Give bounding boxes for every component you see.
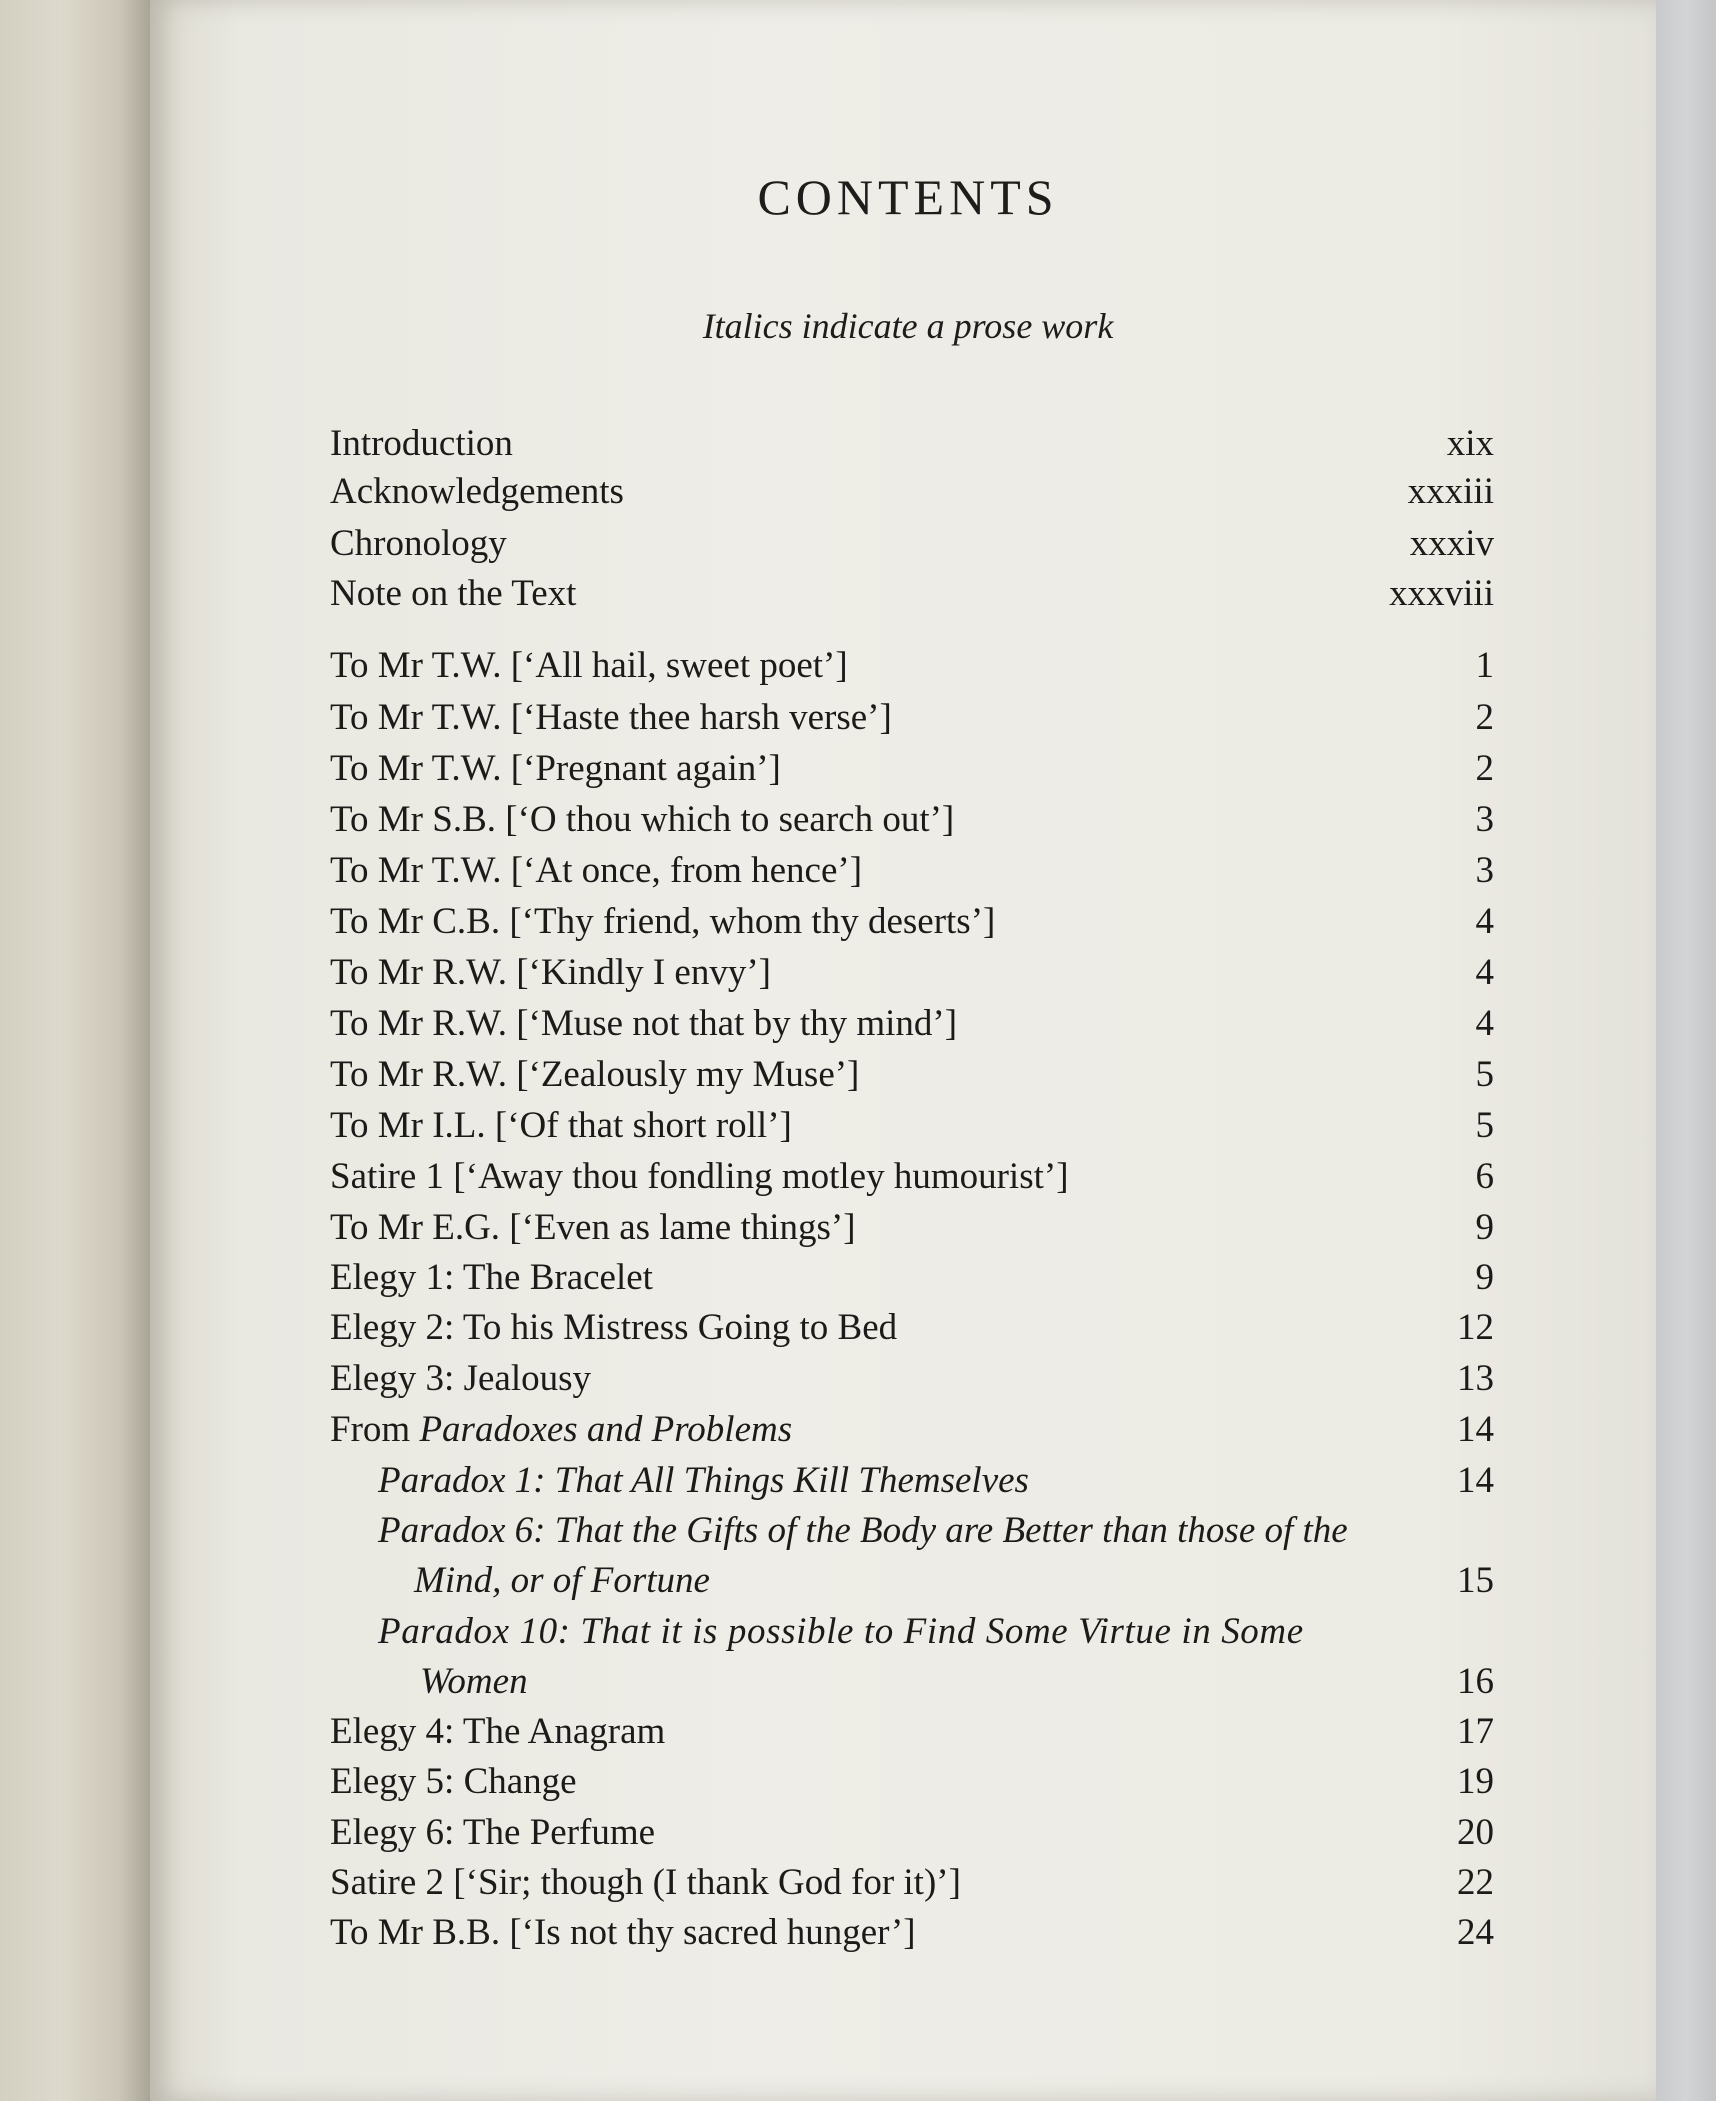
toc-entry-page: xxxiii: [1407, 471, 1494, 512]
toc-entry-title: Paradox 10: That it is possible to Find Some Virtue in Some: [378, 1611, 1304, 1652]
toc-entry-page: 17: [1457, 1711, 1494, 1752]
toc-entry-title: Chronology: [330, 523, 507, 564]
toc-entry-title: To Mr B.B. [‘Is not thy sacred hunger’]: [330, 1912, 916, 1953]
toc-entry-page: 15: [1457, 1560, 1494, 1601]
toc-entry-page: xix: [1446, 423, 1494, 464]
toc-entry-page: 14: [1457, 1409, 1494, 1450]
toc-entry-page: 14: [1457, 1460, 1494, 1501]
toc-entry-title: Elegy 2: To his Mistress Going to Bed: [330, 1307, 898, 1348]
toc-entry-title: Elegy 3: Jealousy: [330, 1358, 592, 1399]
toc-entry-page: xxxviii: [1389, 573, 1494, 614]
toc-entry-title: Elegy 1: The Bracelet: [330, 1257, 653, 1298]
toc-entry-title: To Mr S.B. [‘O thou which to search out’]: [330, 799, 955, 840]
toc-entry-page: xxxiv: [1409, 523, 1494, 564]
toc-entry-page: 6: [1475, 1156, 1494, 1197]
toc-entry-page: 2: [1475, 697, 1494, 738]
toc-entry-title: Introduction: [330, 423, 513, 464]
toc-entry-title: To Mr R.W. [‘Muse not that by thy mind’]: [330, 1003, 958, 1044]
toc-entry-title: Acknowledgements: [330, 471, 624, 512]
toc-entry-title: Satire 1 [‘Away thou fondling motley humourist’]: [330, 1156, 1069, 1197]
toc-entry-page: 5: [1475, 1054, 1494, 1095]
toc-entry-page: 5: [1475, 1105, 1494, 1146]
table-of-contents: [330, 0, 1494, 2101]
toc-entry-title: To Mr I.L. [‘Of that short roll’]: [330, 1105, 792, 1146]
toc-entry-page: 2: [1475, 748, 1494, 789]
toc-entry-page: 13: [1457, 1358, 1494, 1399]
toc-entry-title: Paradox 6: That the Gifts of the Body are Better than those of the: [378, 1510, 1348, 1551]
toc-entry-page: 24: [1457, 1912, 1494, 1953]
toc-entry-work-title: Paradoxes and Problems: [419, 1409, 793, 1450]
toc-entry-title: To Mr R.W. [‘Kindly I envy’]: [330, 952, 772, 993]
toc-entry-title-continued: Mind, or of Fortune: [414, 1560, 710, 1601]
italics-note: Italics indicate a prose work: [702, 306, 1114, 346]
toc-entry-page: 4: [1475, 1003, 1494, 1044]
toc-entry-page: 19: [1457, 1761, 1494, 1802]
toc-entry-page: 3: [1475, 799, 1494, 840]
toc-entry-title: Satire 2 [‘Sir; though (I thank God for it)’]: [330, 1862, 961, 1903]
toc-entry-title: [330, 1408, 792, 1452]
toc-entry-title: Elegy 6: The Perfume: [330, 1812, 656, 1853]
toc-entry-page: 20: [1457, 1812, 1494, 1853]
toc-entry-title: To Mr T.W. [‘Pregnant again’]: [330, 748, 781, 789]
toc-entry-page: 9: [1475, 1207, 1494, 1248]
toc-entry-title: Paradox 1: That All Things Kill Themselves: [378, 1460, 1029, 1501]
toc-entry-title: To Mr E.G. [‘Even as lame things’]: [330, 1207, 856, 1248]
toc-entry-page: 22: [1457, 1862, 1494, 1903]
page-title: CONTENTS: [757, 169, 1059, 225]
toc-entry-page: 9: [1475, 1257, 1494, 1298]
toc-entry-page: 1: [1475, 645, 1494, 686]
toc-entry-title: To Mr T.W. [‘Haste thee harsh verse’]: [330, 697, 892, 738]
toc-entry-prefix: From: [330, 1409, 420, 1450]
toc-entry-page: 16: [1457, 1661, 1494, 1702]
toc-entry-title-continued: Women: [420, 1661, 528, 1702]
toc-entry-page: 3: [1475, 850, 1494, 891]
toc-entry-title: Elegy 5: Change: [330, 1761, 577, 1802]
toc-entry-title: Note on the Text: [330, 573, 577, 614]
toc-entry-title: To Mr T.W. [‘At once, from hence’]: [330, 850, 863, 891]
toc-entry-page: 4: [1475, 901, 1494, 942]
toc-entry-title: To Mr C.B. [‘Thy friend, whom thy deserts’]: [330, 901, 996, 942]
toc-entry-title: To Mr R.W. [‘Zealously my Muse’]: [330, 1054, 860, 1095]
toc-entry-title: To Mr T.W. [‘All hail, sweet poet’]: [330, 645, 848, 686]
toc-entry-page: 4: [1475, 952, 1494, 993]
toc-entry-page: 12: [1457, 1307, 1494, 1348]
toc-entry-title: Elegy 4: The Anagram: [330, 1711, 666, 1752]
